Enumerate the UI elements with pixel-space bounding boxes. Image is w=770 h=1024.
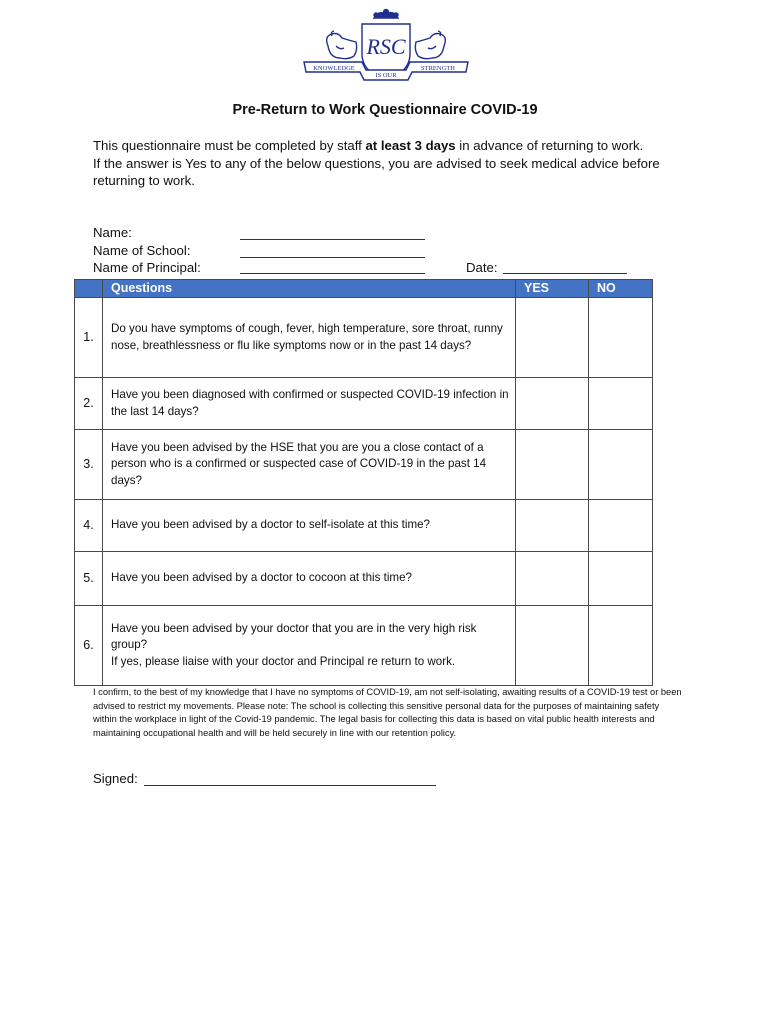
yes-answer-cell[interactable]	[516, 500, 589, 552]
question-text: Have you been diagnosed with confirmed or suspected COVID-19 infection in the last 14 days?	[103, 378, 516, 430]
question-number: 1.	[75, 298, 103, 378]
yes-answer-cell[interactable]	[516, 298, 589, 378]
table-row	[75, 500, 653, 552]
confirmation-statement: I confirm, to the best of my knowledge that I have no symptoms of COVID-19, am not self-isolating, awaiting results of a COVID-19 test or been advised to restrict my movements. Please note: The school is collecting this sensitive personal data for the purposes of maintaining safety within the workplace in light of the Covid-19 pandemic. The legal basis for collecting this data is based on vital public health interests and maintaining occupational health and will be held securely in line with our retention policy.	[93, 687, 682, 738]
header-yes: YES	[516, 280, 589, 298]
name-label: Name:	[93, 225, 132, 240]
question-number: 6.	[75, 606, 103, 686]
table-row	[75, 552, 653, 606]
principal-field-line[interactable]	[240, 273, 425, 274]
table-row	[75, 606, 653, 686]
header-questions: Questions	[103, 280, 516, 298]
date-label: Date:	[466, 260, 498, 275]
table-row	[75, 378, 653, 430]
document-title: Pre-Return to Work Questionnaire COVID-19	[232, 102, 538, 118]
question-note: If yes, please liaise with your doctor and Principal re return to work.	[111, 654, 456, 668]
yes-answer-cell[interactable]	[516, 430, 589, 500]
no-answer-cell[interactable]	[589, 552, 653, 606]
question-text: Have you been advised by your doctor that you are in the very high risk group?	[111, 621, 477, 652]
motto-right: STRENGTH	[421, 65, 455, 72]
table-row	[75, 430, 653, 500]
question-number: 3.	[75, 430, 103, 500]
no-answer-cell[interactable]	[589, 298, 653, 378]
question-text: Have you been advised by a doctor to cocoon at this time?	[103, 552, 516, 606]
signed-label: Signed:	[93, 771, 138, 786]
question-text: Have you been advised by a doctor to self-isolate at this time?	[103, 500, 516, 552]
principal-label: Name of Principal:	[93, 260, 201, 275]
intro-line-2: If the answer is Yes to any of the below questions, you are advised to seek medical advice before returning to work.	[93, 155, 660, 188]
school-label: Name of School:	[93, 243, 191, 258]
no-answer-cell[interactable]	[589, 606, 653, 686]
yes-answer-cell[interactable]	[516, 552, 589, 606]
motto-center: IS OUR	[375, 72, 397, 79]
yes-answer-cell[interactable]	[516, 606, 589, 686]
name-field-line[interactable]	[240, 239, 425, 240]
no-answer-cell[interactable]	[589, 378, 653, 430]
school-field-line[interactable]	[240, 257, 425, 258]
school-crest-logo	[300, 6, 472, 86]
question-number: 2.	[75, 378, 103, 430]
question-number: 5.	[75, 552, 103, 606]
question-text: Have you been advised by the HSE that you are you a close contact of a person who is a confirmed or suspected case of COVID-19 in the past 14 days?	[103, 430, 516, 500]
question-text: Do you have symptoms of cough, fever, high temperature, sore throat, runny nose, breathlessness or flu like symptoms now or in the past 14 days?	[103, 298, 516, 378]
no-answer-cell[interactable]	[589, 500, 653, 552]
crest-monogram: RSC	[366, 34, 406, 59]
questions-table	[74, 279, 653, 686]
signature-line[interactable]	[144, 785, 436, 786]
header-no: NO	[589, 280, 653, 298]
intro-bold: at least 3 days	[365, 138, 456, 153]
question-number: 4.	[75, 500, 103, 552]
intro-line-1: This questionnaire must be completed by staff at least 3 days in advance of returning to work.	[93, 138, 644, 153]
intro-text	[93, 137, 673, 190]
header-number-cell	[75, 280, 103, 298]
motto-left: KNOWLEDGE	[313, 65, 355, 72]
yes-answer-cell[interactable]	[516, 378, 589, 430]
table-row	[75, 298, 653, 378]
date-field-line[interactable]	[503, 273, 627, 274]
question-text-cell	[103, 606, 516, 686]
no-answer-cell[interactable]	[589, 430, 653, 500]
